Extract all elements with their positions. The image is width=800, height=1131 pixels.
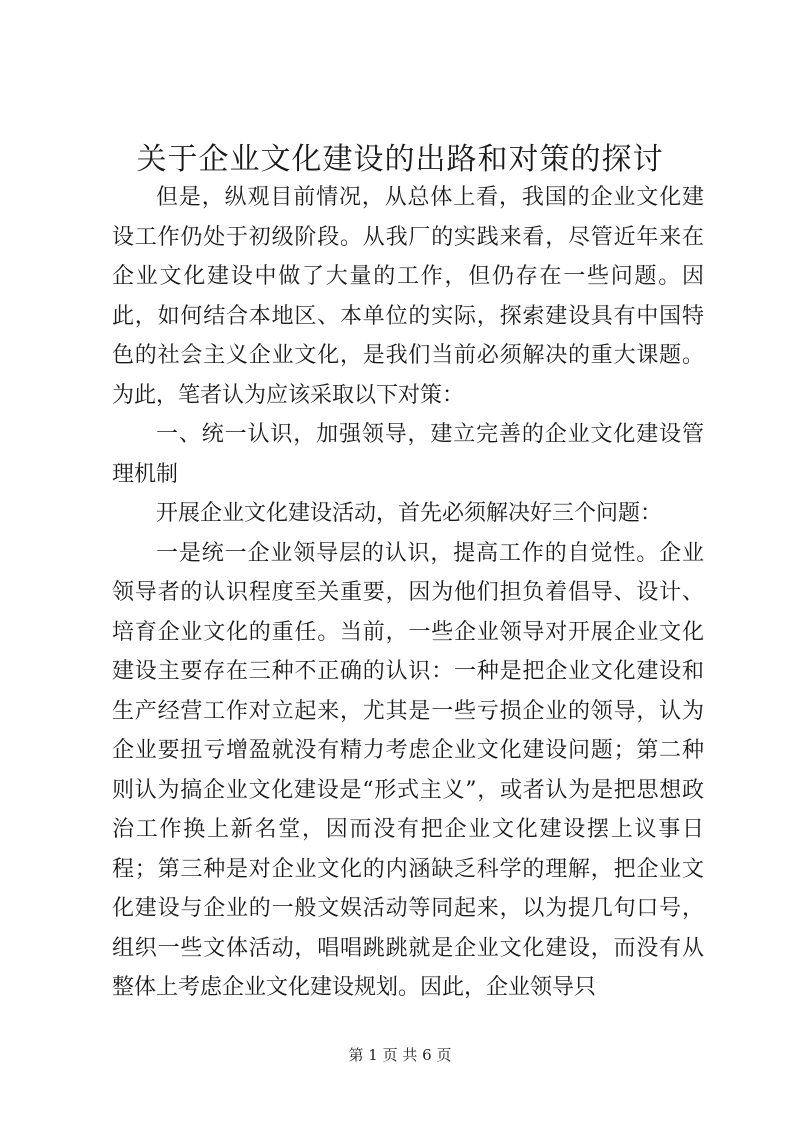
paragraph-intro: 但是，纵观目前情况，从总体上看，我国的企业文化建设工作仍处于初级阶段。从我厂的实践来看，尽管近年来在企业文化建设中做了大量的工作，但仍存在一些问题。因此，如何结合本地区、本单位的实际，探索建设具有中国特色的社会主义企业文化，是我们当前必须解决的重大课题。为此，笔者认为应该采取以下对策： <box>112 185 704 408</box>
paragraph-first-issue: 一是统一企业领导层的认识，提高工作的自觉性。企业领导者的认识程度至关重要，因为他们担负着倡导、设计、培育企业文化的重任。当前，一些企业领导对开展企业文化建设主要存在三种不正确的认识：一种是把企业文化建设和生产经营工作对立起来，尤其是一些亏损企业的领导，认为企业要扭亏增盈就没有精力考虑企业文化建设问题；第二种则认为搞企业文化建设是“形式主义”，或者认为是把思想政治工作换上新名堂，因而没有把企业文化建设摆上议事日程；第三种是对企业文化的内涵缺乏科学的理解，把企业文化建设与企业的一般文娱活动等同起来，以为提几句口号，组织一些文体活动，唱唱跳跳就是企业文化建设，而没有从整体上考虑企业文化建设规划。因此，企业领导只 <box>112 540 704 1000</box>
document-title: 关于企业文化建设的出路和对策的探讨 <box>136 142 664 177</box>
page-footer: 第 1 页 共 6 页 <box>348 1046 452 1064</box>
paragraph-three-issues: 开展企业文化建设活动，首先必须解决好三个问题： <box>156 501 663 526</box>
section-heading-1: 一、统一认识，加强领导，建立完善的企业文化建设管理机制 <box>112 422 704 487</box>
document-body <box>112 178 704 1008</box>
